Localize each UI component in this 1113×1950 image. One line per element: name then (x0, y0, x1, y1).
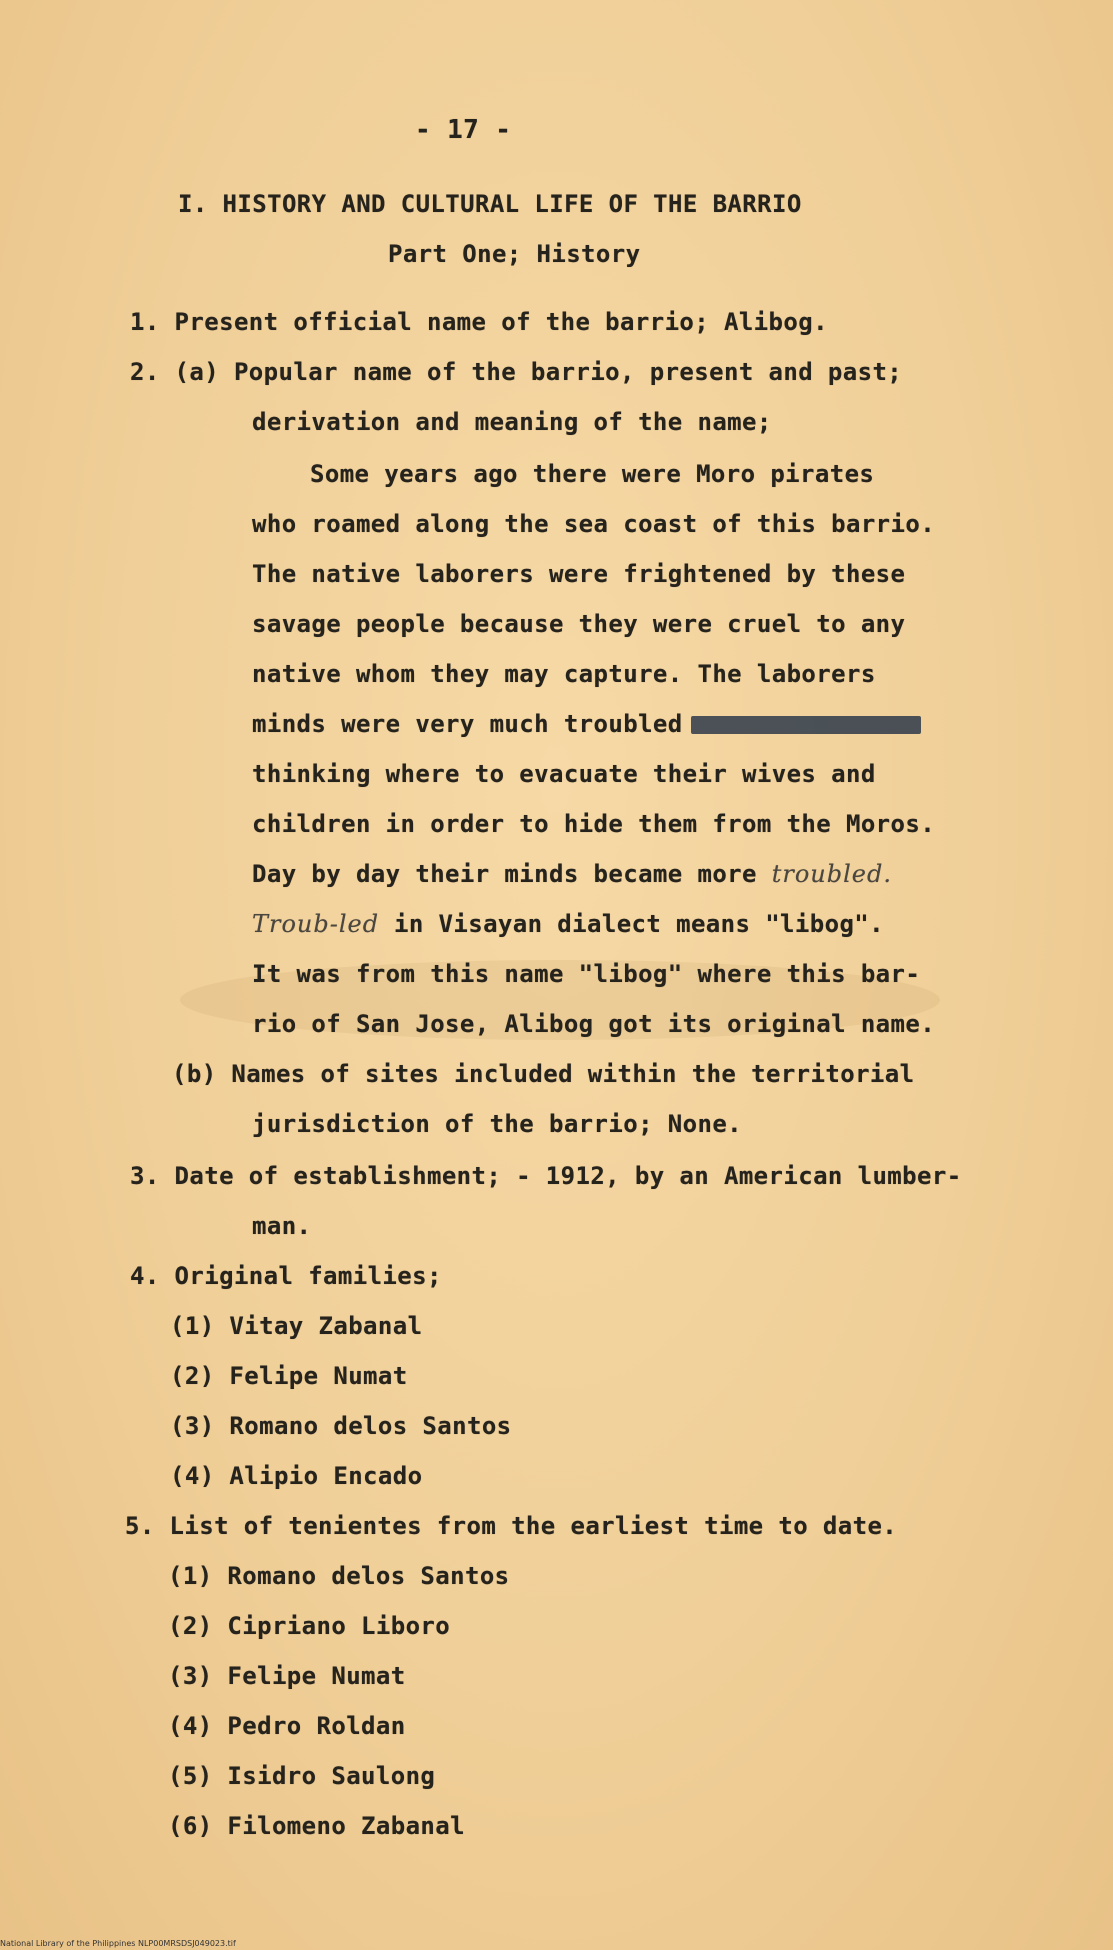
family-entry: (3) Romano delos Santos (170, 1412, 512, 1440)
paragraph-line: savage people because they were cruel to any (252, 610, 906, 638)
paragraph-line: thinking where to evacuate their wives and (252, 760, 876, 788)
family-entry: (2) Felipe Numat (170, 1362, 408, 1390)
handwritten-correction: troubled. (771, 860, 892, 888)
teniente-entry: (6) Filomeno Zabanal (168, 1812, 465, 1840)
teniente-entry: (2) Cipriano Liboro (168, 1612, 451, 1640)
teniente-entry: (5) Isidro Saulong (168, 1762, 436, 1790)
paragraph-line (252, 910, 884, 938)
paragraph-line-redacted (252, 710, 921, 738)
item-2a-line-1: 2. (a) Popular name of the barrio, present and past; (130, 358, 903, 386)
paragraph-line: It was from this name "libog" where this bar- (252, 960, 921, 988)
paragraph-line: Some years ago there were Moro pirates (310, 460, 875, 488)
paragraph-text: minds were very much troubled (252, 710, 683, 738)
page-number: - 17 - (415, 115, 512, 145)
teniente-entry: (1) Romano delos Santos (168, 1562, 510, 1590)
item-1: 1. Present official name of the barrio; Alibog. (130, 308, 828, 336)
paragraph-line: who roamed along the sea coast of this barrio. (252, 510, 936, 538)
paragraph-line (252, 860, 892, 888)
paragraph-line: native whom they may capture. The laborers (252, 660, 876, 688)
teniente-entry: (3) Felipe Numat (168, 1662, 406, 1690)
teniente-entry: (4) Pedro Roldan (168, 1712, 406, 1740)
archive-footer: National Library of the Philippines NLP00MRSDSJ049023.tif (0, 1939, 236, 1948)
item-5: 5. List of tenientes from the earliest time to date. (125, 1512, 898, 1540)
section-heading: I. HISTORY AND CULTURAL LIFE OF THE BARRIO (178, 190, 802, 218)
paragraph-line: children in order to hide them from the Moros. (252, 810, 936, 838)
item-4: 4. Original families; (130, 1262, 442, 1290)
paragraph-line: The native laborers were frightened by these (252, 560, 906, 588)
item-3-line-2: man. (252, 1212, 312, 1240)
item-2b-line-2: jurisdiction of the barrio; None. (252, 1110, 743, 1138)
item-2a-line-2: derivation and meaning of the name; (252, 408, 772, 436)
item-3-line-1: 3. Date of establishment; - 1912, by an American lumber- (130, 1162, 962, 1190)
paragraph-text: Day by day their minds became more (252, 860, 757, 888)
section-subheading: Part One; History (388, 240, 641, 268)
redaction-mark (691, 716, 921, 734)
item-2b-line-1: (b) Names of sites included within the territorial (172, 1060, 915, 1088)
paragraph-text: in Visayan dialect means "libog". (393, 910, 884, 938)
handwritten-correction: Troub-led (252, 910, 380, 938)
family-entry: (1) Vitay Zabanal (170, 1312, 423, 1340)
paragraph-line: rio of San Jose, Alibog got its original name. (252, 1010, 936, 1038)
family-entry: (4) Alipio Encado (170, 1462, 423, 1490)
